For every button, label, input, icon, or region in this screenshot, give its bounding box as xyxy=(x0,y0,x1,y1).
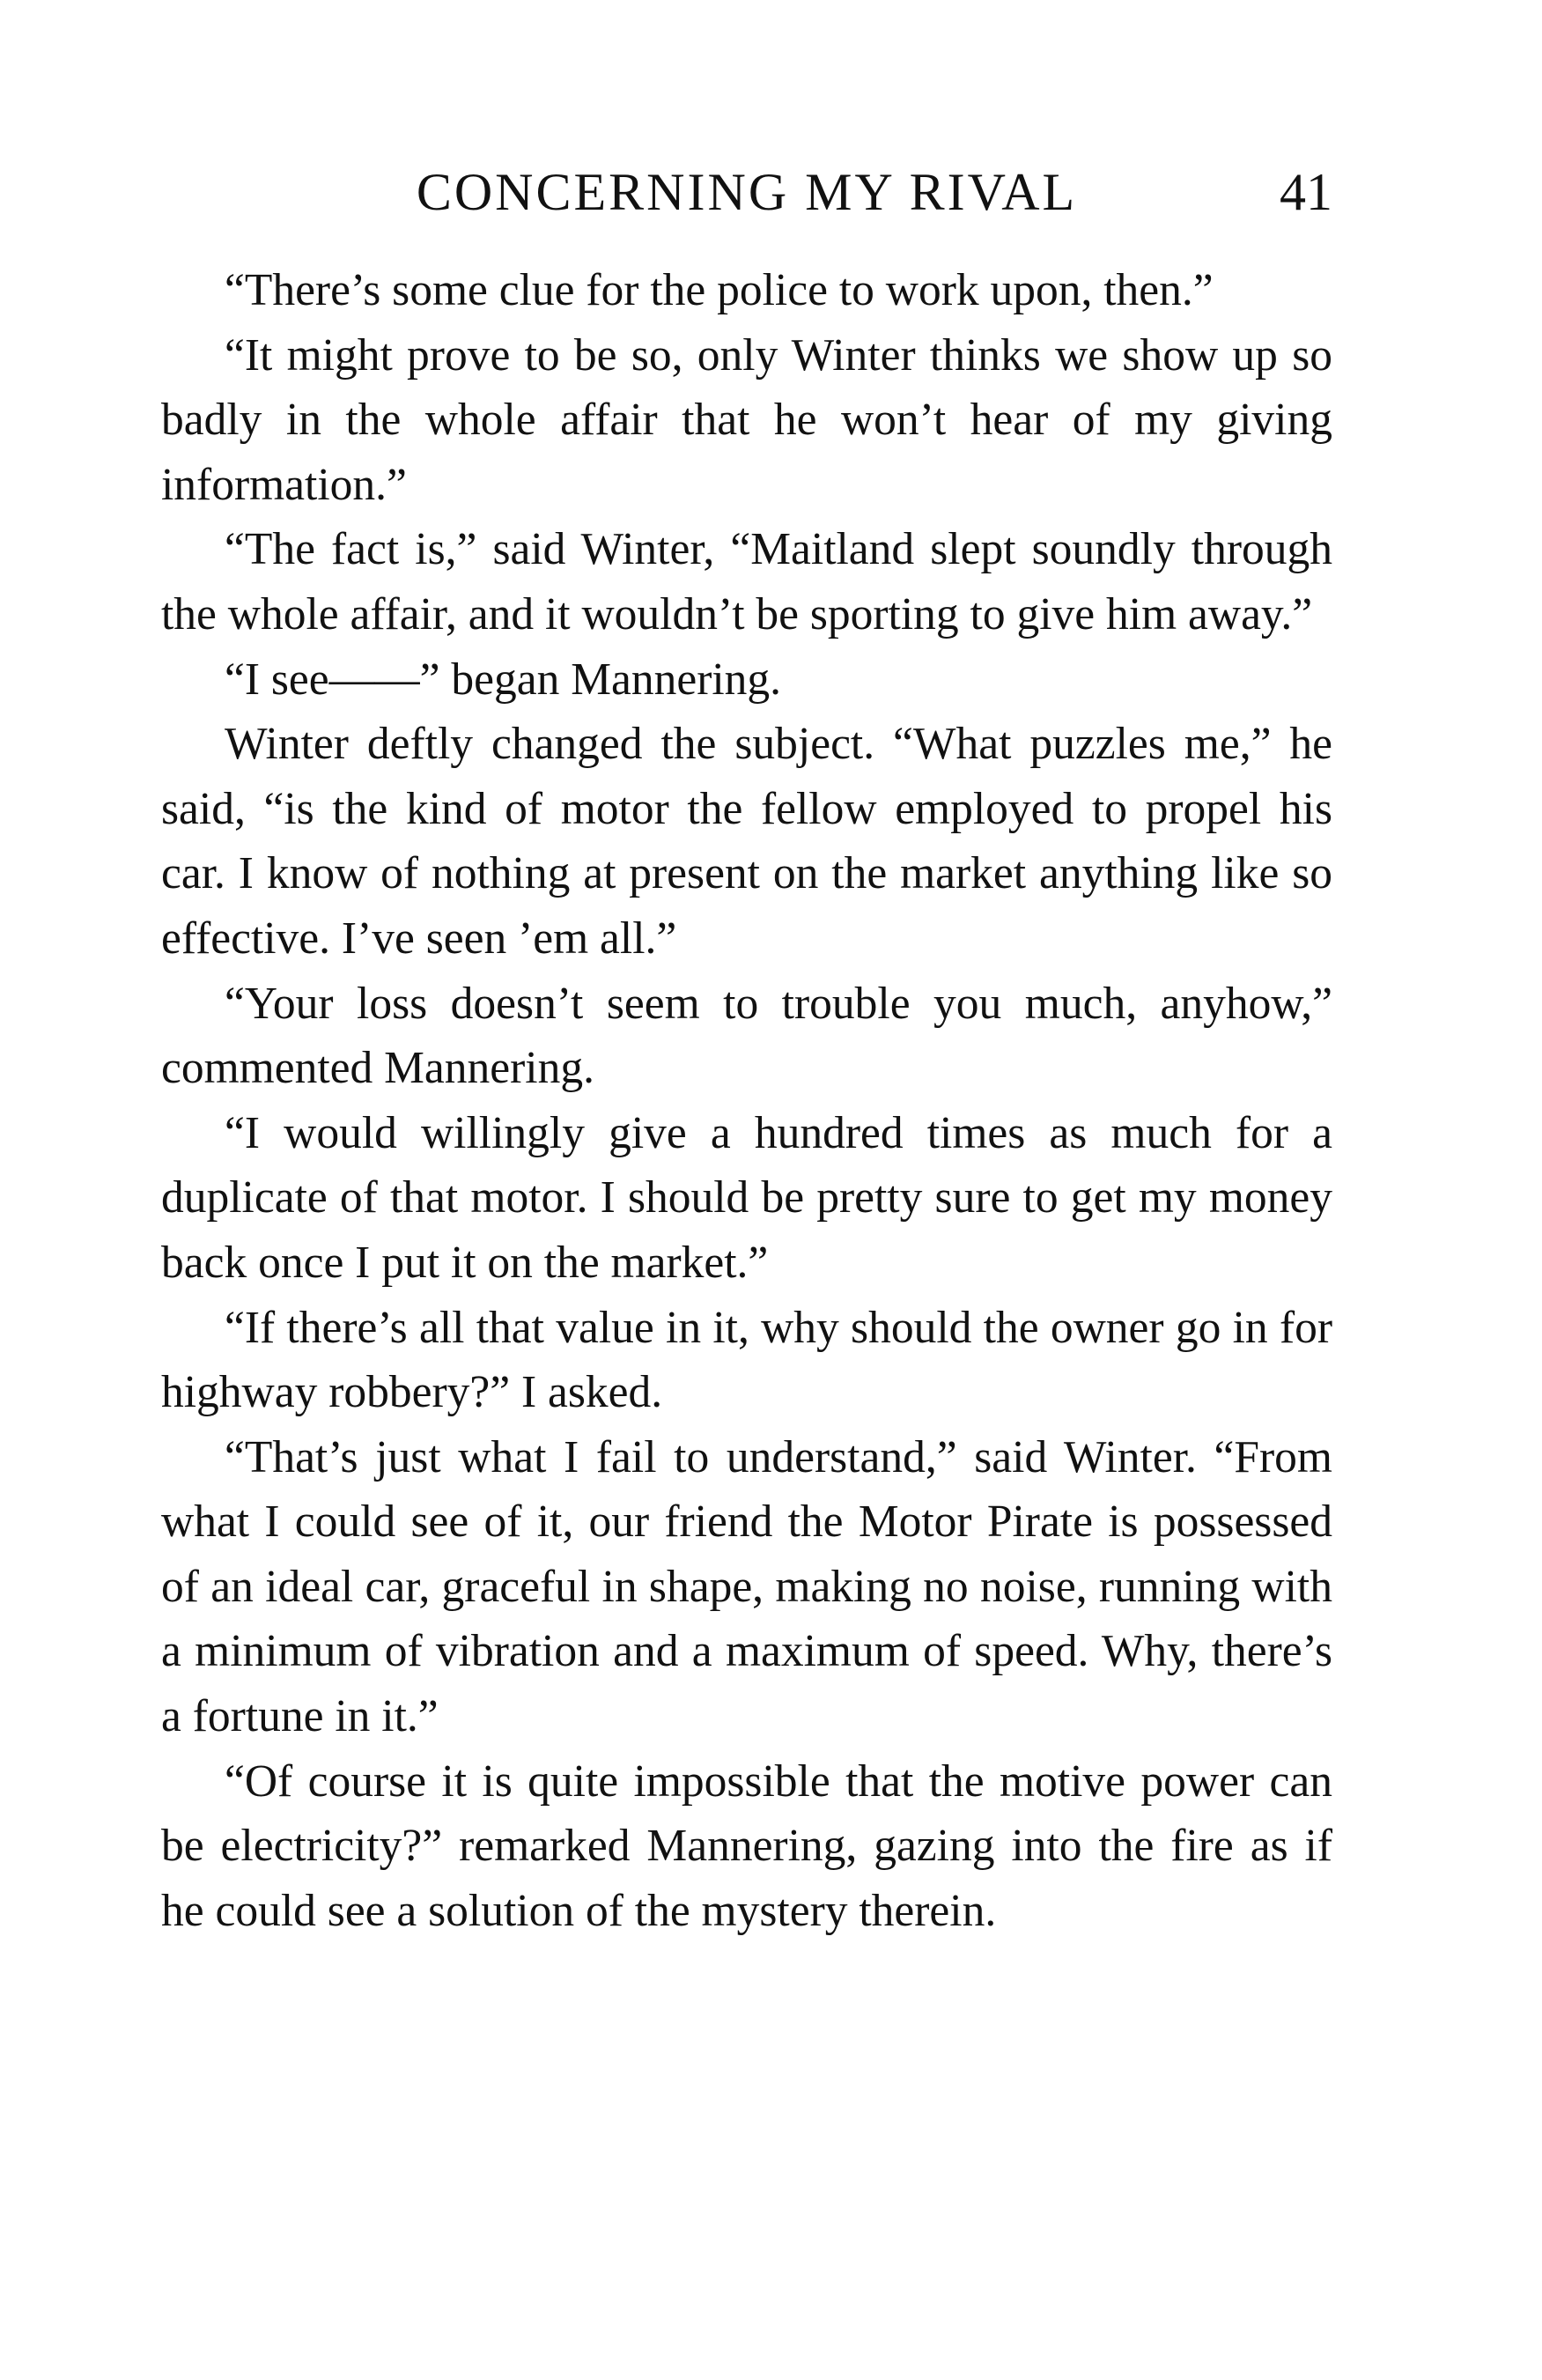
running-head xyxy=(161,157,1332,227)
paragraph: “That’s just what I fail to understand,” said Winter. “From what I could see of it, our friend the Motor Pirate is possessed of an ideal car, graceful in shape, making no noise, running with a minimum of vibration and a maximum of speed. Why, there’s a fortune in it.” xyxy=(161,1431,1332,1742)
body-text xyxy=(161,258,1332,1943)
running-title: CONCERNING MY RIVAL xyxy=(416,163,1078,221)
paragraph: Winter deftly changed the subject. “What puzzles me,” he said, “is the kind of motor the fellow employed to propel his car. I know of nothing at present on the market anything like so effective. I’ve seen ’em all.” xyxy=(161,719,1332,964)
paragraph: “It might prove to be so, only Winter thinks we show up so badly in the whole affair that he won’t hear of my giving information.” xyxy=(161,329,1332,510)
paragraph: “Your loss doesn’t seem to trouble you much, anyhow,” commented Mannering. xyxy=(161,978,1332,1094)
paragraph: “I see——” began Mannering. xyxy=(225,654,782,705)
paragraph: “Of course it is quite impossible that the motive power can be electricity?” remarked Mannering, gazing into the fire as if he could see a solution of the mystery therein. xyxy=(161,1755,1332,1936)
paragraph: “The fact is,” said Winter, “Maitland slept soundly through the whole affair, and it wouldn’t be sporting to give him away.” xyxy=(161,524,1332,639)
paragraph: “If there’s all that value in it, why should the owner go in for highway robbery?” I asked. xyxy=(161,1302,1332,1418)
paragraph: “I would willingly give a hundred times as much for a duplicate of that motor. I should be pretty sure to get my money back once I put it on the market.” xyxy=(161,1107,1332,1288)
page-number: 41 xyxy=(1280,163,1332,221)
paragraph: “There’s some clue for the police to work upon, then.” xyxy=(225,265,1214,315)
